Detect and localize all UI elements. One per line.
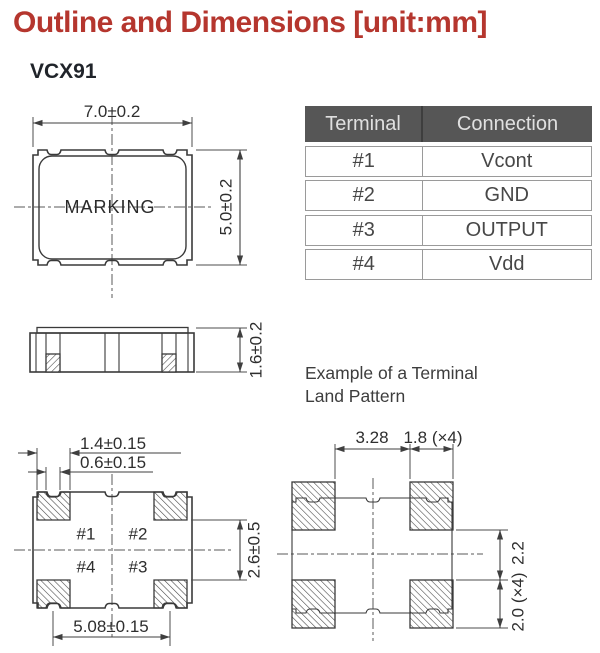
dim-vertical-gap-label: 2.2 [508,541,528,565]
top-view-drawing [14,102,247,298]
dim-height-label: 5.0±0.2 [216,178,236,236]
dim-pad-gap-label: 2.6±0.5 [244,521,264,579]
pin-label-3: #3 [128,557,148,577]
page-title: Outline and Dimensions [unit:mm] [13,6,488,39]
table-row [305,146,592,177]
dim-castellation-0_6 [28,453,153,490]
pin-label-4: #4 [76,557,96,577]
dim-land-pad-width-label: 1.8 (×4) [403,428,463,447]
dim-thickness-label: 1.6±0.2 [246,321,266,379]
pin-label-1: #1 [76,524,96,544]
connection-column-header: Connection [456,112,559,135]
terminal-table [305,106,592,280]
dim-width-label: 7.0±0.2 [83,102,141,121]
dim-thickness-1_6 [196,322,266,379]
land-pattern-caption-line2: Land Pattern [305,386,406,406]
terminal-table-header [305,106,592,142]
connection-cell: Vdd [488,253,525,275]
connection-cell: Vcont [481,149,533,172]
table-row [305,215,592,246]
land-pattern-drawing [277,428,528,641]
terminal-cell: #1 [306,147,423,176]
connection-cell: OUTPUT [465,218,548,241]
terminal-cell: #3 [306,216,423,245]
dim-vertical-gap-2_2 [456,530,528,632]
dim-inner-gap-3_28 [335,428,463,479]
dim-terminal-pitch-label: 5.08±0.15 [73,617,149,636]
terminal-cell: #4 [306,250,423,279]
model-label: VCX91 [30,60,97,83]
dim-land-pad-height-label: 2.0 (×4) [508,572,528,632]
bottom-view-drawing [14,434,264,646]
land-pad-top-right [410,482,453,530]
land-pad-top-left [292,482,335,530]
lid-side [37,328,188,334]
side-view-drawing [30,322,266,379]
terminal-column-header: Terminal [305,106,423,142]
land-pad-bottom-left [292,580,335,628]
land-pattern-caption-line1: Example of a Terminal [305,363,478,383]
dim-castellation-label: 0.6±0.15 [79,453,147,472]
table-row [305,180,592,211]
table-row [305,249,592,280]
land-pad-bottom-right [410,580,453,628]
pin-label-2: #2 [128,524,148,544]
connection-cell: GND [484,184,529,206]
side-terminal-left [46,354,60,372]
land-pattern-caption [305,362,478,408]
marking-label: MARKING [64,197,156,217]
terminal-cell: #2 [306,181,423,210]
dim-terminal-pitch-5_08 [53,611,170,646]
dim-pad-width-label: 1.4±0.15 [79,434,147,453]
dim-inner-gap-label: 3.28 [355,428,389,447]
side-terminal-right [162,354,176,372]
